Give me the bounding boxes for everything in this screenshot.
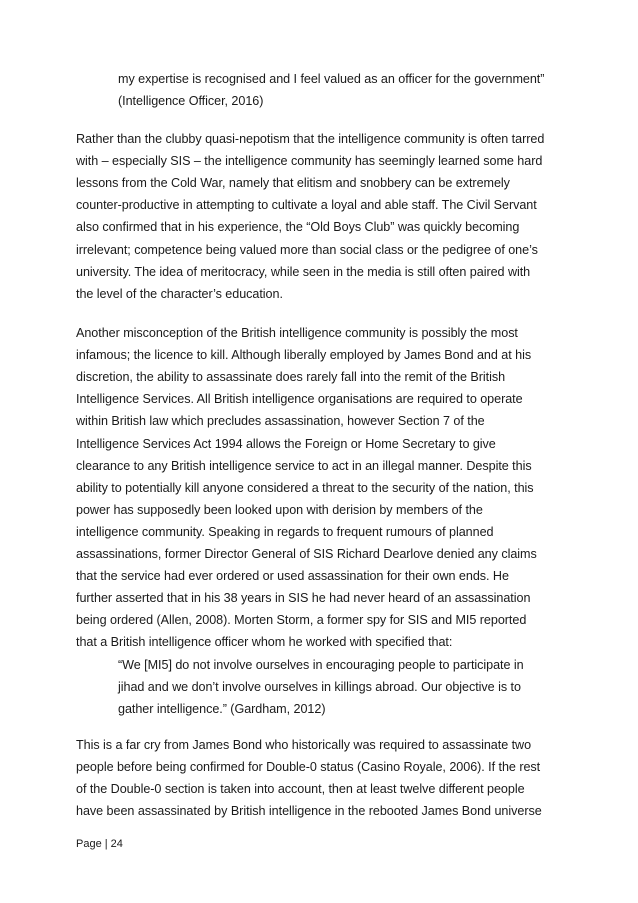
text-line: power has supposedly been looked upon with derision by members of the (76, 502, 483, 517)
text-line: university. The idea of meritocracy, while seen in the media is still often paired with (76, 264, 531, 279)
text-line: (Intelligence Officer, 2016) (118, 94, 264, 109)
text-line: further asserted that in his 38 years in SIS he had never heard of an assassination (76, 591, 531, 606)
text-line: irrelevant; competence being valued more than social class or the pedigree of one’s (76, 242, 538, 257)
text-line: that a British intelligence officer whom he worked with specified that: (76, 635, 453, 650)
text-line: my expertise is recognised and I feel valued as an officer for the government” (118, 72, 545, 86)
text-line: lessons from the Cold War, namely that elitism and snobbery can be extremely (76, 176, 510, 191)
text-line: within British law which precludes assassination, however Section 7 of the (76, 414, 485, 429)
text-line: have been assassinated by British intelligence in the rebooted James Bond universe (76, 804, 542, 819)
text-line: with – especially SIS – the intelligence community has seemingly learned some hard (76, 154, 543, 169)
text-line: Intelligence Services Act 1994 allows the Foreign or Home Secretary to give (76, 436, 496, 451)
text-line: gather intelligence.” (Gardham, 2012) (118, 702, 326, 717)
text-line: infamous; the licence to kill. Although liberally employed by James Bond and at his (76, 348, 532, 363)
text-line: being ordered (Allen, 2008). Morten Storm, a former spy for SIS and MI5 reported (76, 613, 527, 628)
text-line: “We [MI5] do not involve ourselves in encouraging people to participate in (118, 658, 524, 672)
text-line: counter-productive in attempting to cultivate a loyal and able staff. The Civil Servant (76, 198, 537, 213)
text-line: of the Double-0 section is taken into account, then at least twelve different people (76, 782, 525, 797)
text-line: clearance to any British intelligence service to act in an illegal manner. Despite this (76, 458, 532, 473)
text-line: This is a far cry from James Bond who historically was required to assassinate two (76, 738, 532, 752)
text-line: people before being confirmed for Double-0 status (Casino Royale, 2006). If the rest (76, 760, 541, 775)
text-line: Rather than the clubby quasi-nepotism that the intelligence community is often tarred (76, 132, 545, 146)
page-number-footer: Page | 24 (76, 838, 123, 850)
text-line: that the service had ever ordered or used assassination for their own ends. He (76, 569, 509, 584)
text-line: assassinations, former Director General of SIS Richard Dearlove denied any claims (76, 547, 537, 561)
text-line: the level of the character’s education. (76, 286, 283, 301)
text-line: Intelligence Services. All British intelligence organisations are required to operate (76, 392, 523, 407)
text-line: jihad and we don’t involve ourselves in killings abroad. Our objective is to (118, 680, 521, 695)
text-line: Another misconception of the British intelligence community is possibly the most (76, 326, 518, 340)
text-line: ability to potentially kill anyone considered a threat to the security of the nation, this (76, 480, 534, 495)
text-line: also confirmed that in his experience, the “Old Boys Club” was quickly becoming (76, 220, 520, 235)
text-line: discretion, the ability to assassinate does rarely fall into the remit of the British (76, 370, 506, 385)
text-line: intelligence community. Speaking in regards to frequent rumours of planned (76, 524, 494, 539)
